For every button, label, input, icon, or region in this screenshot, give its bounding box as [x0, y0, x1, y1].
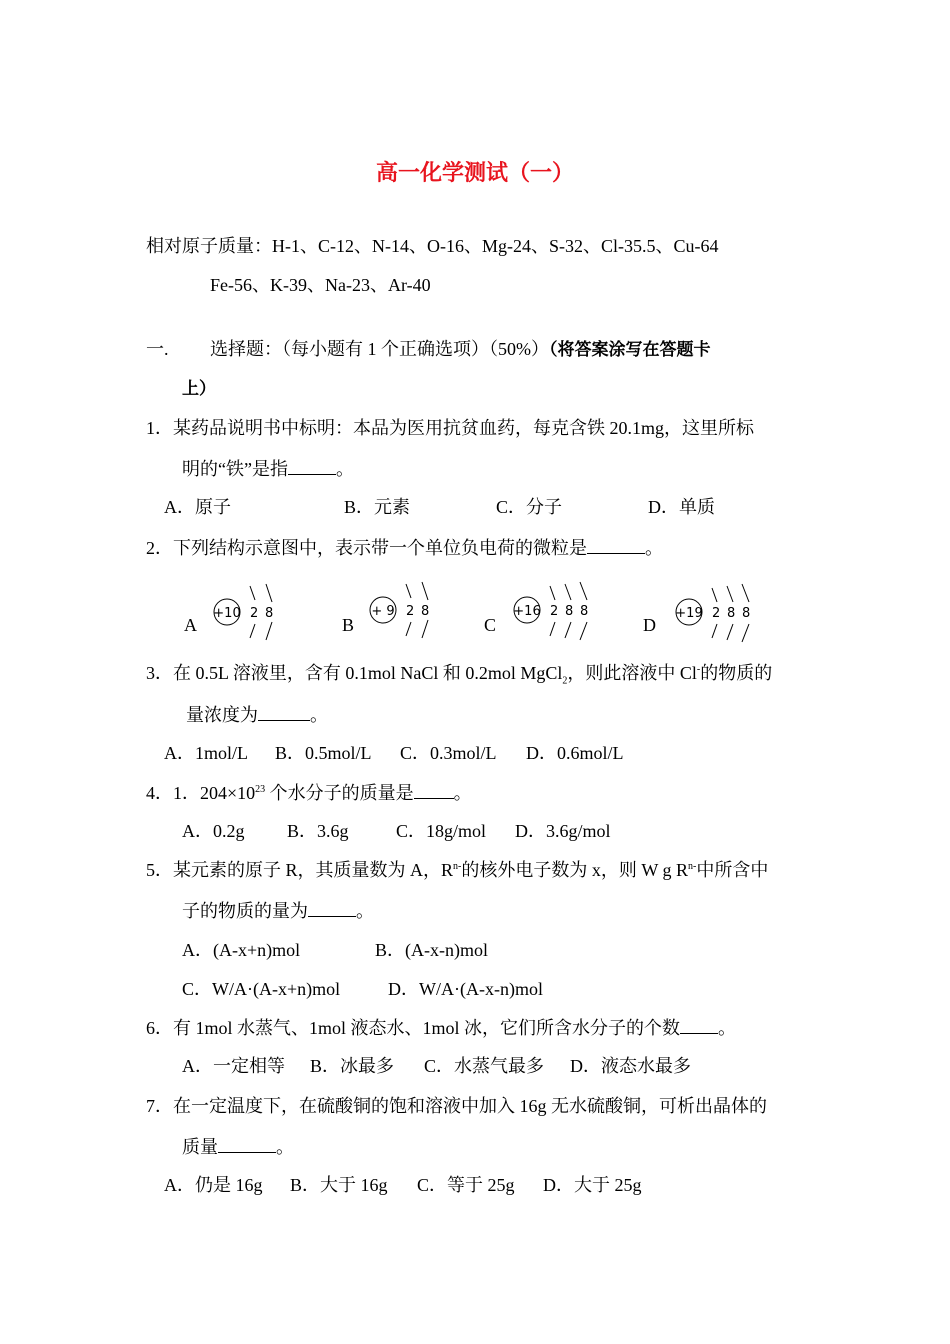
shell-electrons: 2: [550, 604, 559, 619]
q5-text-a: 5．某元素的原子 R，其质量数为 A，R: [146, 860, 454, 880]
answer-blank[interactable]: [288, 456, 336, 475]
q5-superscript: n-: [688, 861, 697, 872]
q7-option-a[interactable]: A．仍是 16g: [164, 1175, 263, 1195]
shell-electrons: 2: [406, 604, 415, 619]
q3-stem: 量浓度为: [186, 705, 258, 725]
q6-stem: 6．有 1mol 水蒸气、1mol 液态水、1mol 冰，它们所含水分子的个数: [146, 1018, 681, 1038]
section-number: 一.: [146, 339, 169, 359]
q5-stem: 子的物质的量为: [182, 901, 308, 921]
q2-stem: 2．下列结构示意图中，表示带一个单位负电荷的微粒是: [146, 538, 587, 558]
nucleus-charge: +10: [213, 606, 241, 621]
q7-line2: [182, 1134, 294, 1159]
q5-end: 。: [356, 901, 374, 921]
q4-line1: [146, 780, 472, 805]
answer-blank[interactable]: [218, 1134, 276, 1153]
q6-option-b[interactable]: B．冰最多: [310, 1056, 395, 1076]
nucleus-charge: + 9: [371, 604, 395, 619]
q4-option-d[interactable]: D．3.6g/mol: [515, 821, 611, 841]
diagram-b-label[interactable]: B: [342, 615, 355, 635]
q4-option-c[interactable]: C．18g/mol: [396, 821, 487, 841]
q4-text-b: 个水分子的质量是: [265, 783, 414, 803]
q3-option-b[interactable]: B．0.5mol/L: [275, 743, 372, 763]
shell-electrons: 8: [580, 604, 589, 619]
section-bold-note: （将答案涂写在答题卡: [549, 340, 711, 360]
q5-line1: [146, 858, 768, 882]
q7-option-b[interactable]: B．大于 16g: [290, 1175, 388, 1195]
q7-line1: 7．在一定温度下，在硫酸铜的饱和溶液中加入 16g 无水硫酸铜，可析出晶体的: [146, 1096, 767, 1116]
q1-option-a[interactable]: A．原子: [164, 497, 231, 517]
q1-option-b[interactable]: B．元素: [344, 497, 411, 517]
section-text: 选择题：（每小题有 1 个正确选项）（50%）: [210, 339, 549, 359]
q1-line1: 1．某药品说明书中标明：本品为医用抗贫血药，每克含铁 20.1mg，这里所标: [146, 418, 754, 438]
q3-option-a[interactable]: A．1mol/L: [164, 743, 248, 763]
shell-electrons: 8: [265, 606, 274, 621]
diagram-c-label[interactable]: C: [484, 615, 497, 635]
q4-option-a[interactable]: A．0.2g: [182, 821, 245, 841]
q2-end: 。: [645, 538, 663, 558]
q7-stem: 质量: [182, 1137, 218, 1157]
nucleus-charge: +16: [513, 604, 541, 619]
shell-electrons: 8: [421, 604, 430, 619]
q4-text-a: 4．1．204×10: [146, 783, 256, 803]
exam-title: 高一化学测试（一）: [375, 161, 574, 186]
q5-line2: [182, 898, 374, 923]
atomic-masses-line2: Fe-56、K-39、Na-23、Ar-40: [210, 275, 431, 295]
q4-option-b[interactable]: B．3.6g: [287, 821, 349, 841]
diagram-d-label[interactable]: D: [643, 615, 656, 635]
atomic-masses-line1: 相对原子质量：H-1、C-12、N-14、O-16、Mg-24、S-32、Cl-35.5、Cu-64: [146, 236, 719, 256]
shell-electrons: 8: [565, 604, 574, 619]
section-bold-note-cont: 上）: [182, 379, 216, 399]
q2-line1: [146, 535, 663, 560]
section-heading: [210, 337, 711, 362]
shell-electrons: 8: [742, 606, 751, 621]
q3-subscript: 2: [562, 675, 568, 687]
q6-option-a[interactable]: A．一定相等: [182, 1056, 285, 1076]
q6-option-d[interactable]: D．液态水最多: [570, 1056, 691, 1076]
q1-line2: [182, 456, 354, 481]
atom-diagram-d: [672, 582, 758, 644]
nucleus-charge: +19: [675, 606, 703, 621]
answer-blank[interactable]: [258, 702, 310, 721]
shell-electrons: 2: [712, 606, 721, 621]
q7-option-c[interactable]: C．等于 25g: [417, 1175, 515, 1195]
q5-option-b[interactable]: B．(A-x-n)mol: [375, 940, 488, 960]
q3-line2: [186, 702, 328, 727]
q5-option-c[interactable]: C．W/A·(A-x+n)mol: [182, 979, 341, 999]
answer-blank[interactable]: [587, 535, 645, 554]
q3-option-d[interactable]: D．0.6mol/L: [526, 743, 624, 763]
q5-superscript: n-: [453, 861, 462, 872]
q1-end: 。: [335, 459, 354, 479]
q7-option-d[interactable]: D．大于 25g: [543, 1175, 642, 1195]
atom-diagram-c: [510, 580, 596, 642]
shell-electrons: 2: [250, 606, 259, 621]
answer-blank[interactable]: [680, 1015, 718, 1034]
q3-text-b: ，则此溶液中 Cl: [567, 663, 697, 683]
atom-diagram-a: [210, 580, 280, 642]
q1-stem: 明的“铁”是指: [182, 459, 288, 479]
q7-end: 。: [276, 1137, 294, 1157]
q3-option-c[interactable]: C．0.3mol/L: [400, 743, 497, 763]
q4-end: 。: [453, 783, 472, 803]
q3-end: 。: [310, 705, 328, 725]
q3-text-a: 3．在 0.5L 溶液里，含有 0.1mol NaCl 和 0.2mol MgCl: [146, 663, 563, 683]
q6-line1: [146, 1015, 736, 1040]
q3-line1: [146, 661, 772, 685]
q1-option-d[interactable]: D．单质: [648, 497, 715, 517]
q1-option-c[interactable]: C．分子: [496, 497, 563, 517]
q5-option-a[interactable]: A．(A-x+n)mol: [182, 940, 301, 960]
diagram-a-label[interactable]: A: [184, 615, 197, 635]
q6-option-c[interactable]: C．水蒸气最多: [424, 1056, 545, 1076]
q6-end: 。: [718, 1018, 737, 1038]
q3-text-c: 的物质的: [700, 663, 773, 683]
answer-blank[interactable]: [308, 898, 356, 917]
atom-diagram-b: [366, 580, 438, 642]
answer-blank[interactable]: [414, 780, 454, 799]
q4-superscript: 23: [255, 784, 266, 795]
q3-superscript: -: [696, 664, 701, 675]
q5-option-d[interactable]: D．W/A·(A-x-n)mol: [388, 979, 543, 999]
q5-text-b: 的核外电子数为 x，则 W g R: [461, 860, 689, 880]
shell-electrons: 8: [727, 606, 736, 621]
q5-text-c: 中所含中: [696, 860, 769, 880]
